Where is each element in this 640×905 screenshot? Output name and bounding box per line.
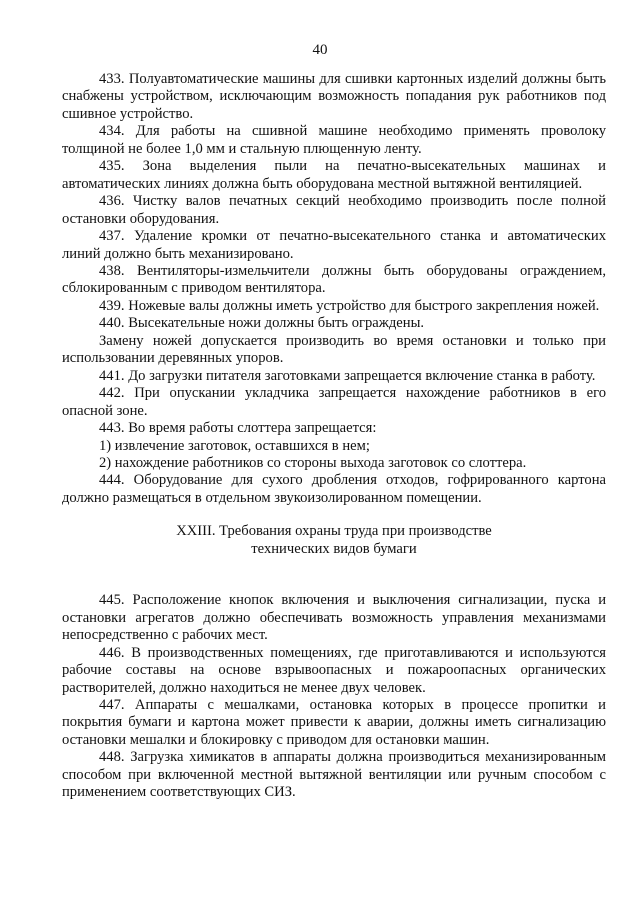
paragraph-436: 436. Чистку валов печатных секций необходимо производить после полной остановки оборудования. — [62, 193, 606, 227]
paragraph-447: 447. Аппараты с мешалками, остановка которых в процессе пропитки и покрытия бумаги и картона может привести к аварии, должны иметь сигнализацию остановки мешалки и блокировку с приводом для остановки машин. — [62, 696, 606, 748]
paragraph-440-continuation: Замену ножей допускается производить во время остановки и только при использовании деревянных упоров. — [62, 332, 606, 367]
paragraph-443: 443. Во время работы слоттера запрещается: — [99, 420, 377, 437]
section-heading-line-2: технических видов бумаги — [251, 540, 417, 557]
paragraph-438: 438. Вентиляторы-измельчители должны быть оборудованы ограждением, сблокированным с приводом вентилятора. — [62, 262, 606, 297]
list-item-443-1: 1) извлечение заготовок, оставшихся в нем; — [99, 437, 370, 454]
paragraph-446: 446. В производственных помещениях, где приготавливаются и используются рабочие составы на основе взрывоопасных и пожароопасных органических растворителей, должно находиться не менее двух человек. — [62, 644, 606, 696]
paragraph-440: 440. Высекательные ножи должны быть ограждены. — [99, 315, 425, 332]
document-body — [62, 71, 606, 802]
list-item-443-2: 2) нахождение работников со стороны выхода заготовок со слоттера. — [99, 454, 527, 471]
paragraph-442: 442. При опускании укладчика запрещается нахождение работников в его опасной зоне. — [62, 385, 606, 419]
paragraph-445: 445. Расположение кнопок включения и выключения сигнализации, пуска и остановки агрегатов должно обеспечивать возможность управления механизмами непосредственно с рабочих мест. — [62, 592, 606, 644]
page-number: 40 — [312, 42, 328, 58]
section-heading-xxiii — [62, 523, 606, 558]
paragraph-439: 439. Ножевые валы должны иметь устройство для быстрого закрепления ножей. — [99, 297, 600, 314]
paragraph-434: 434. Для работы на сшивной машине необходимо применять проволоку толщиной не более 1,0 мм и стальную плющенную ленту. — [62, 123, 606, 157]
paragraph-444: 444. Оборудование для сухого дробления отходов, гофрированного картона должно размещаться в отдельном звукоизолированном помещении. — [62, 472, 606, 506]
paragraph-437: 437. Удаление кромки от печатно-высекательного станка и автоматических линий должно быть механизировано. — [62, 228, 606, 262]
paragraph-441: 441. До загрузки питателя заготовками запрещается включение станка в работу. — [99, 367, 596, 384]
paragraph-448: 448. Загрузка химикатов в аппараты должна производиться механизированным способом при включенной местной вытяжной вентиляции или ручным способом с применением соответствующих СИЗ. — [62, 749, 606, 801]
section-heading-line-1: XXIII. Требования охраны труда при производстве — [176, 523, 492, 540]
paragraph-435: 435. Зона выделения пыли на печатно-высекательных машинах и автоматических линиях должна быть оборудована местной вытяжной вентиляцией. — [62, 158, 606, 192]
paragraph-433: 433. Полуавтоматические машины для сшивки картонных изделий должны быть снабжены устройством, исключающим возможность попадания рук работников под сшивное устройство. — [62, 71, 606, 122]
